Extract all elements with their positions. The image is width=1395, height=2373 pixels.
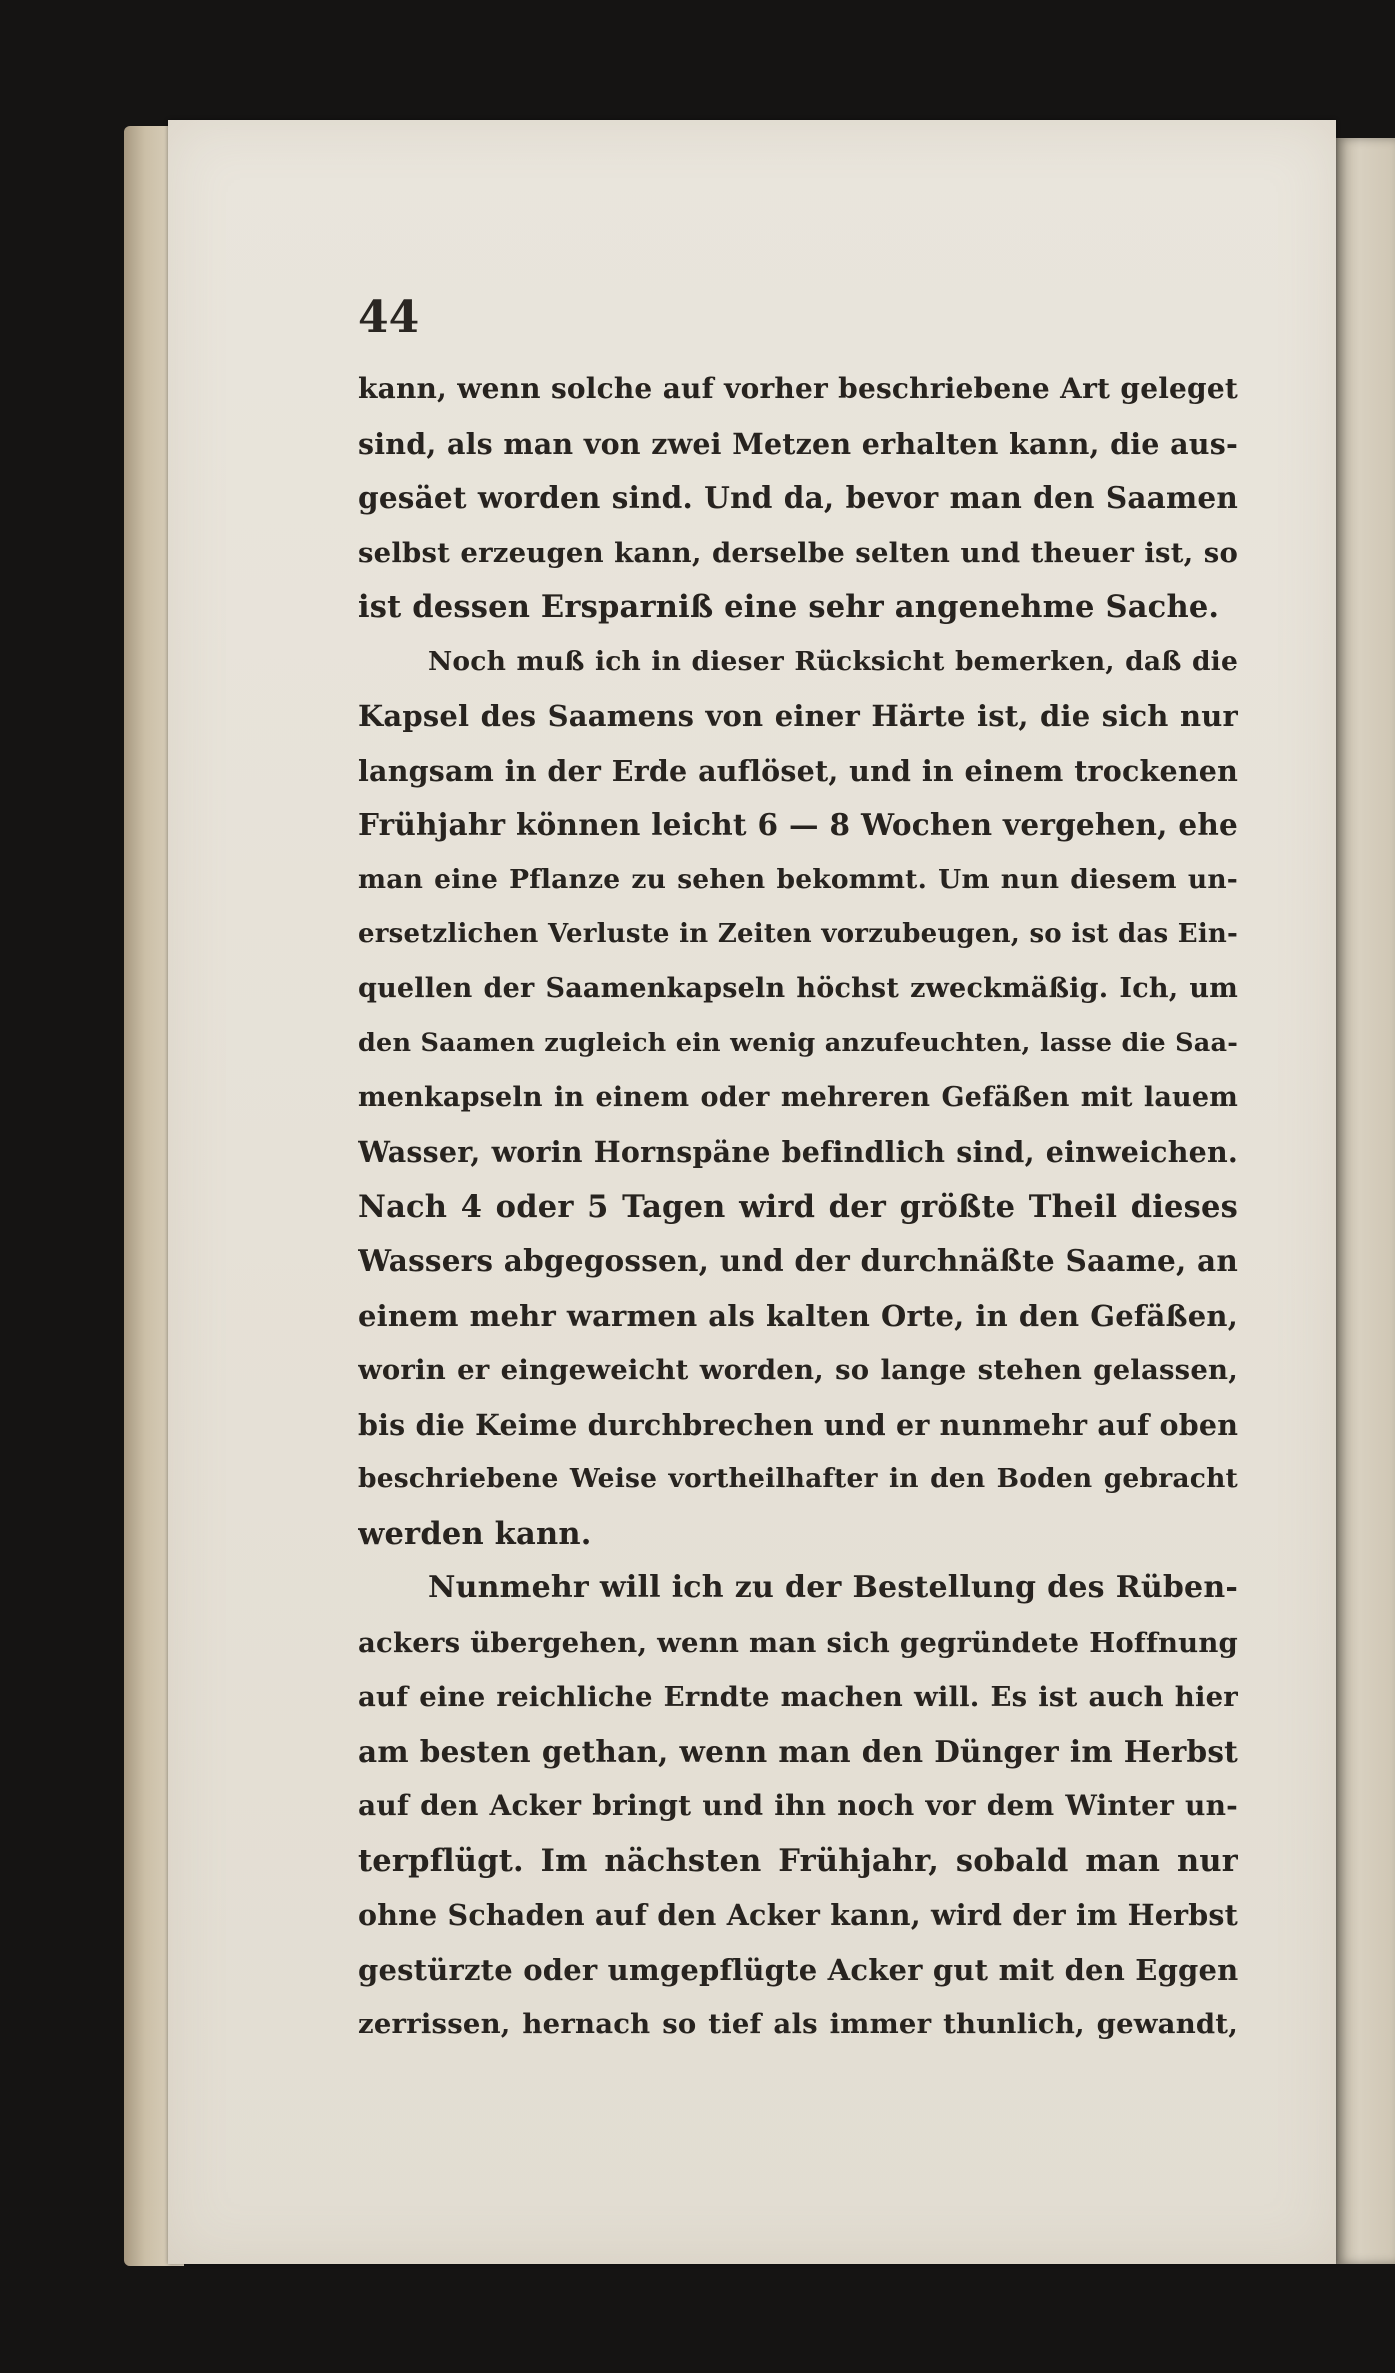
text-line: einem mehr warmen als kalten Orte, in den Gefäßen,	[358, 1298, 1238, 1333]
text-line: werden kann.	[358, 1515, 592, 1552]
text-line: Kapsel des Saamens von einer Härte ist, die sich nur	[358, 699, 1238, 733]
text-line: man eine Pflanze zu sehen bekommt. Um nun diesem un-	[358, 863, 1238, 895]
text-line: zerrissen, hernach so tief als immer thunlich, gewandt,	[358, 2008, 1238, 2040]
text-line: auf eine reichliche Erndte machen will. Es ist auch hier	[358, 1681, 1238, 1713]
page-number: 44	[358, 292, 420, 343]
text-line: ist dessen Ersparniß eine sehr angenehme Sache.	[358, 589, 1220, 625]
text-line: ackers übergehen, wenn man sich gegründete Hoffnung	[358, 1626, 1238, 1659]
text-line: Nunmehr will ich zu der Bestellung des Rüben-	[428, 1570, 1238, 1605]
book-page	[168, 120, 1336, 2264]
text-line: kann, wenn solche auf vorher beschriebene Art geleget	[358, 372, 1238, 405]
text-line: quellen der Saamenkapseln höchst zweckmäßig. Ich, um	[358, 972, 1238, 1004]
text-line: gesäet worden sind. Und da, bevor man den Saamen	[358, 480, 1238, 515]
text-line: bis die Keime durchbrechen und er nunmehr auf oben	[358, 1407, 1238, 1442]
text-line: worin er eingeweicht worden, so lange stehen gelassen,	[358, 1354, 1238, 1386]
text-line: Frühjahr können leicht 6 — 8 Wochen vergehen, ehe	[358, 807, 1238, 842]
text-line: auf den Acker bringt und ihn noch vor dem Winter un-	[358, 1789, 1238, 1822]
text-line: langsam in der Erde auflöset, und in einem trockenen	[358, 753, 1238, 788]
text-line: Wassers abgegossen, und der durchnäßte Saame, an	[358, 1243, 1238, 1278]
text-line: ersetzlichen Verluste in Zeiten vorzubeugen, so ist das Ein-	[358, 919, 1238, 949]
text-line: den Saamen zugleich ein wenig anzufeuchten, lasse die Saa-	[358, 1028, 1238, 1058]
text-line: beschriebene Weise vortheilhafter in den Boden gebracht	[358, 1463, 1238, 1494]
facing-page-edge	[1336, 138, 1395, 2264]
text-line: menkapseln in einem oder mehreren Gefäßen mit lauem	[358, 1081, 1238, 1113]
text-line: Noch muß ich in dieser Rücksicht bemerken, daß die	[428, 645, 1238, 677]
body-text	[358, 362, 1238, 2052]
text-line: Wasser, worin Hornspäne befindlich sind, einweichen.	[358, 1135, 1238, 1169]
text-line: gestürzte oder umgepflügte Acker gut mit den Eggen	[358, 1952, 1238, 1987]
text-line: selbst erzeugen kann, derselbe selten und theuer ist, so	[358, 536, 1238, 569]
text-line: am besten gethan, wenn man den Dünger im Herbst	[358, 1733, 1238, 1769]
text-line: sind, als man von zwei Metzen erhalten kann, die aus-	[358, 426, 1238, 461]
text-line: Nach 4 oder 5 Tagen wird der größte Theil dieses	[358, 1188, 1238, 1225]
text-line: terpflügt. Im nächsten Frühjahr, sobald man nur	[358, 1842, 1238, 1879]
text-line: ohne Schaden auf den Acker kann, wird der im Herbst	[358, 1898, 1238, 1932]
